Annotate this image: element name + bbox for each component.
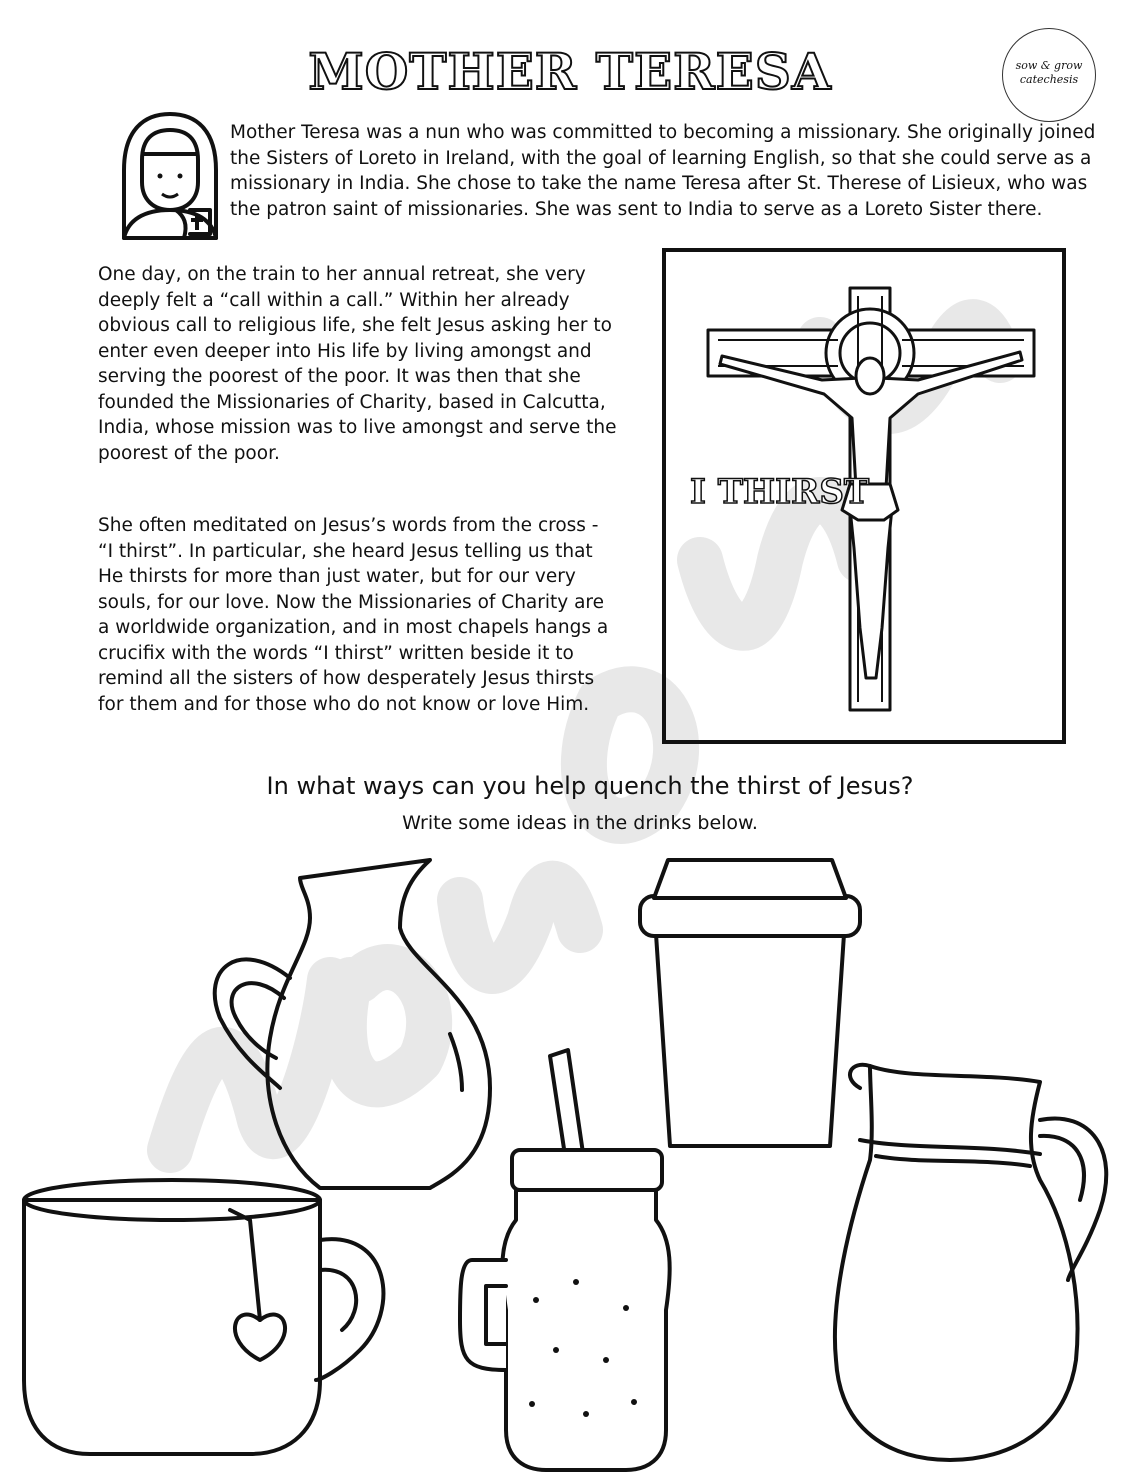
story-paragraph-1: One day, on the train to her annual retreat, she very deeply felt a “call within a call.” Within her already obvious call to religious life, she felt Jesus asking her to enter even deeper into His life by living amongst and serving the poorest of the poor. It was then that she founded the Missionaries of Charity, based in Calcutta, India, whose mission was to live amongst and serve the poorest of the poor. <box>98 264 617 464</box>
logo-line-2: catechesis <box>1019 73 1079 86</box>
brand-logo <box>1002 28 1096 122</box>
nun-portrait-icon <box>114 110 226 244</box>
lemonade-pitcher-icon[interactable] <box>830 1060 1112 1468</box>
water-jug-icon[interactable] <box>200 858 500 1198</box>
mason-jar-icon[interactable] <box>456 1050 668 1474</box>
activity-question: In what ways can you help quench the thirst of Jesus? <box>266 772 914 800</box>
page-title: MOTHER TERESA <box>308 42 832 101</box>
intro-paragraph: Mother Teresa was a nun who was committed to becoming a missionary. She originally joined the Sisters of Loreto in Ireland, with the goal of learning English, so that she could serve as a missionary in India. She chose to take the name Teresa after St. Therese of Lisieux, who was the patron saint of missionaries. She was sent to India to serve as a Loreto Sister there. <box>230 122 1096 220</box>
crucifix-caption: I THIRST <box>690 472 870 512</box>
activity-instruction: Write some ideas in the drinks below. <box>402 812 758 834</box>
tea-mug-icon[interactable] <box>20 1180 400 1460</box>
story-paragraph-2: She often meditated on Jesus’s words from the cross - “I thirst”. In particular, she heard Jesus telling us that He thirsts for more than just water, but for our very souls, for our love. Now the Missionaries of Charity are a worldwide organization, and in most chapels hangs a crucifix with the words “I thirst” written beside it to remind all the sisters of how desperately Jesus thirsts for them and for those who do not know or love Him. <box>98 515 609 715</box>
logo-line-1: sow & grow <box>1015 59 1083 72</box>
